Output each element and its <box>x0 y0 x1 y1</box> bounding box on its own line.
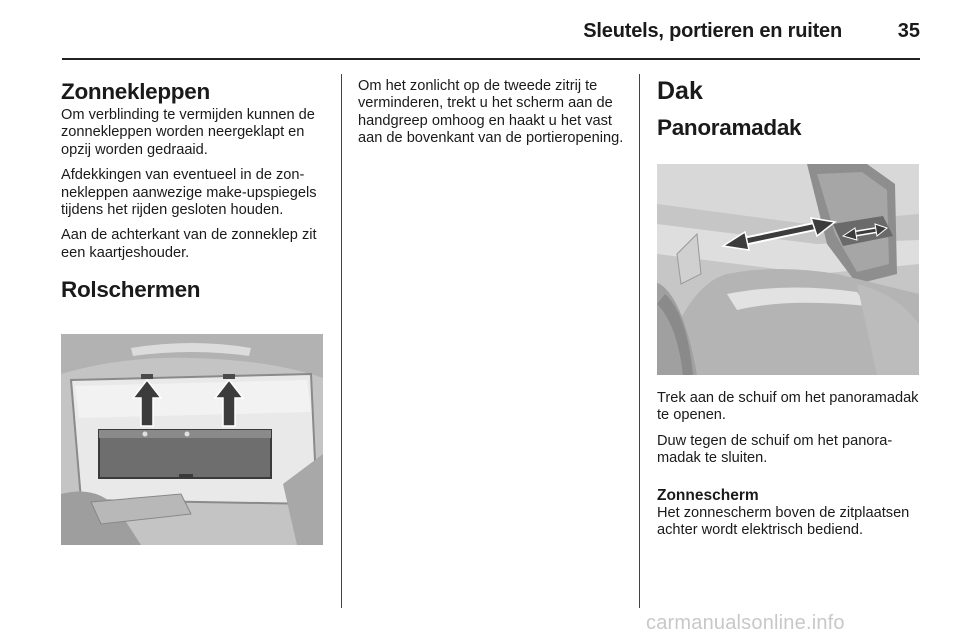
rolschermen-instruction: Om het zonlicht op de tweede zitrij te verminderen, trekt u het scherm aan de handgreep omhoog en haakt u het vast aan de bovenkant van de portieropening. <box>358 78 624 147</box>
page-number: 35 <box>897 20 920 42</box>
right-column <box>657 76 923 141</box>
zonnekleppen-paragraph-3: Aan de achterkant van de zonneklep zit een kaartjeshouder. <box>61 227 317 261</box>
zonnekleppen-paragraph-1: Om verblinding te vermijden kunnen de zonnekleppen worden neergeklapt en opzij worden gedraaid. <box>61 107 315 158</box>
panoramadak-close-paragraph: Duw tegen de schuif om het panoramadak te sluiten. <box>657 432 893 467</box>
right-column-lower <box>657 390 927 547</box>
zonnekleppen-paragraph-2: Afdekkingen van eventueel in de zonnekleppen aanwezige make-upspiegels tijdens het rijden gesloten houden. <box>61 167 317 219</box>
panoramadak-open-paragraph: Trek aan de schuif om het panoramadak te openen. <box>657 390 919 424</box>
heading-zonnekleppen: Zonnekleppen <box>61 79 210 104</box>
rolscherm-illustration <box>61 334 323 545</box>
header-divider <box>62 58 920 60</box>
middle-column <box>358 78 632 156</box>
watermark-link[interactable]: carmanualsonline.info <box>646 612 845 634</box>
heading-rolschermen: Rolschermen <box>61 277 201 303</box>
column-divider-left <box>341 74 342 608</box>
heading-zonnescherm: Zonnescherm <box>657 486 759 504</box>
heading-panoramadak: Panoramadak <box>657 115 802 140</box>
column-divider-right <box>639 74 640 608</box>
heading-dak: Dak <box>657 77 703 105</box>
zonnescherm-paragraph: Het zonnescherm boven de zitplaatsen achter wordt elektrisch bediend. <box>657 504 910 539</box>
panoramadak-illustration <box>657 164 919 375</box>
running-header-title: Sleutels, portieren en ruiten <box>583 20 842 42</box>
left-column <box>61 78 329 303</box>
